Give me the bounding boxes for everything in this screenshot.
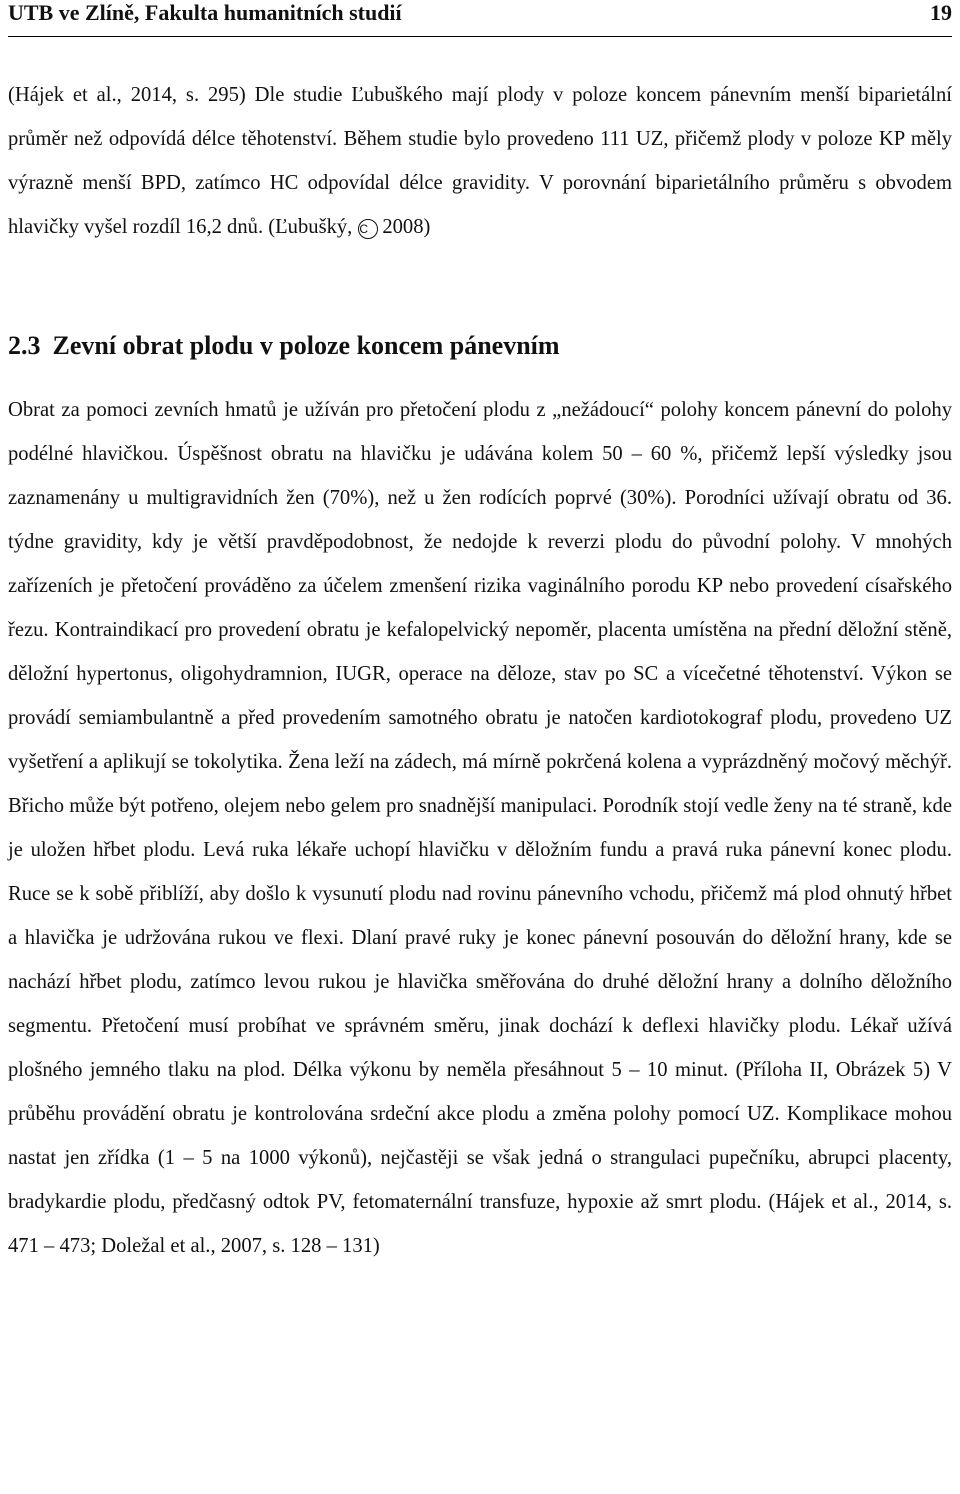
document-page [8,0,952,1257]
page-header [8,0,952,37]
page-number: 19 [930,0,952,25]
section-heading [8,331,952,361]
paragraph-intro [8,73,952,249]
section-title: Zevní obrat plodu v poloze koncem pánevním [52,331,560,360]
section-number: 2.3 [8,331,41,360]
paragraph-intro-year: 2008) [382,216,431,238]
header-title: UTB ve Zlíně, Fakulta humanitních studií [8,0,402,25]
paragraph-intro-text: (Hájek et al., 2014, s. 295) Dle studie Ľubuškého mají plody v poloze koncem pánevním menší biparietální průměr než odpovídá délce těhotenství. Během studie bylo provedeno 111 UZ, přičemž plody v poloze KP měly výrazně menší BPD, zatímco HC odpovídal délce gravidity. V porovnání biparietálního průměru s obvodem hlavičky vyšel rozdíl 16,2 dnů. (Ľubušký, [8,84,952,238]
copyright-icon: C [358,219,378,239]
paragraph-body: Obrat za pomoci zevních hmatů je užíván pro přetočení plodu z „nežádoucí“ polohy koncem pánevní do polohy podélné hlavičkou. Úspěšnost obratu na hlavičku je udávána kolem 50 – 60 %, přičemž lepší výsledky jsou zaznamenány u multigravidních žen (70%), než u žen rodících poprvé (30%). Porodníci užívají obratu od 36. týdne gravidity, kdy je větší pravděpodobnost, že nedojde k reverzi plodu do původní polohy. V mnohých zařízeních je přetočení prováděno za účelem zmenšení rizika vaginálního porodu KP nebo provedení císařského řezu. Kontraindikací pro provedení obratu je kefalopelvický nepoměr, placenta umístěna na přední děložní stěně, děložní hypertonus, oligohydramnion, IUGR, operace na děloze, stav po SC a vícečetné těhotenství. Výkon se provádí semiambulantně a před provedením samotného obratu je natočen kardiotokograf plodu, provedeno UZ vyšetření a aplikují se tokolytika. Žena leží na zádech, má mírně pokrčená kolena a vyprázdněný močový měchýř. Břicho může být potřeno, olejem nebo gelem pro snadnější manipulaci. Porodník stojí vedle ženy na té straně, kde je uložen hřbet plodu. Levá ruka lékaře uchopí hlavičku v děložním fundu a pravá ruka pánevní konec plodu. Ruce se k sobě přiblíží, aby došlo k vysunutí plodu nad rovinu pánevního vchodu, přičemž má plod ohnutý hřbet a hlavička je udržována rukou ve flexi. Dlaní pravé ruky je konec pánevní posouván do děložní hrany, kde se nachází hřbet plodu, zatímco levou rukou je hlavička směřována do druhé děložní hrany a dolního děložního segmentu. Přetočení musí probíhat ve správném směru, jinak dochází k deflexi hlavičky plodu. Lékař užívá plošného jemného tlaku na plod. Délka výkonu by neměla přesáhnout 5 – 10 minut. (Příloha II, Obrázek 5) V průběhu provádění obratu je kontrolována srdeční akce plodu a změna polohy pomocí UZ. Komplikace mohou nastat jen zřídka (1 – 5 na 1000 výkonů), nejčastěji se však jedná o strangulaci pupečníku, abrupci placenty, bradykardie plodu, předčasný odtok PV, fetomaternální transfuze, hypoxie až smrt plodu. (Hájek et al., 2014, s. 471 – 473; Doležal et al., 2007, s. 128 – 131) [8,399,952,1257]
